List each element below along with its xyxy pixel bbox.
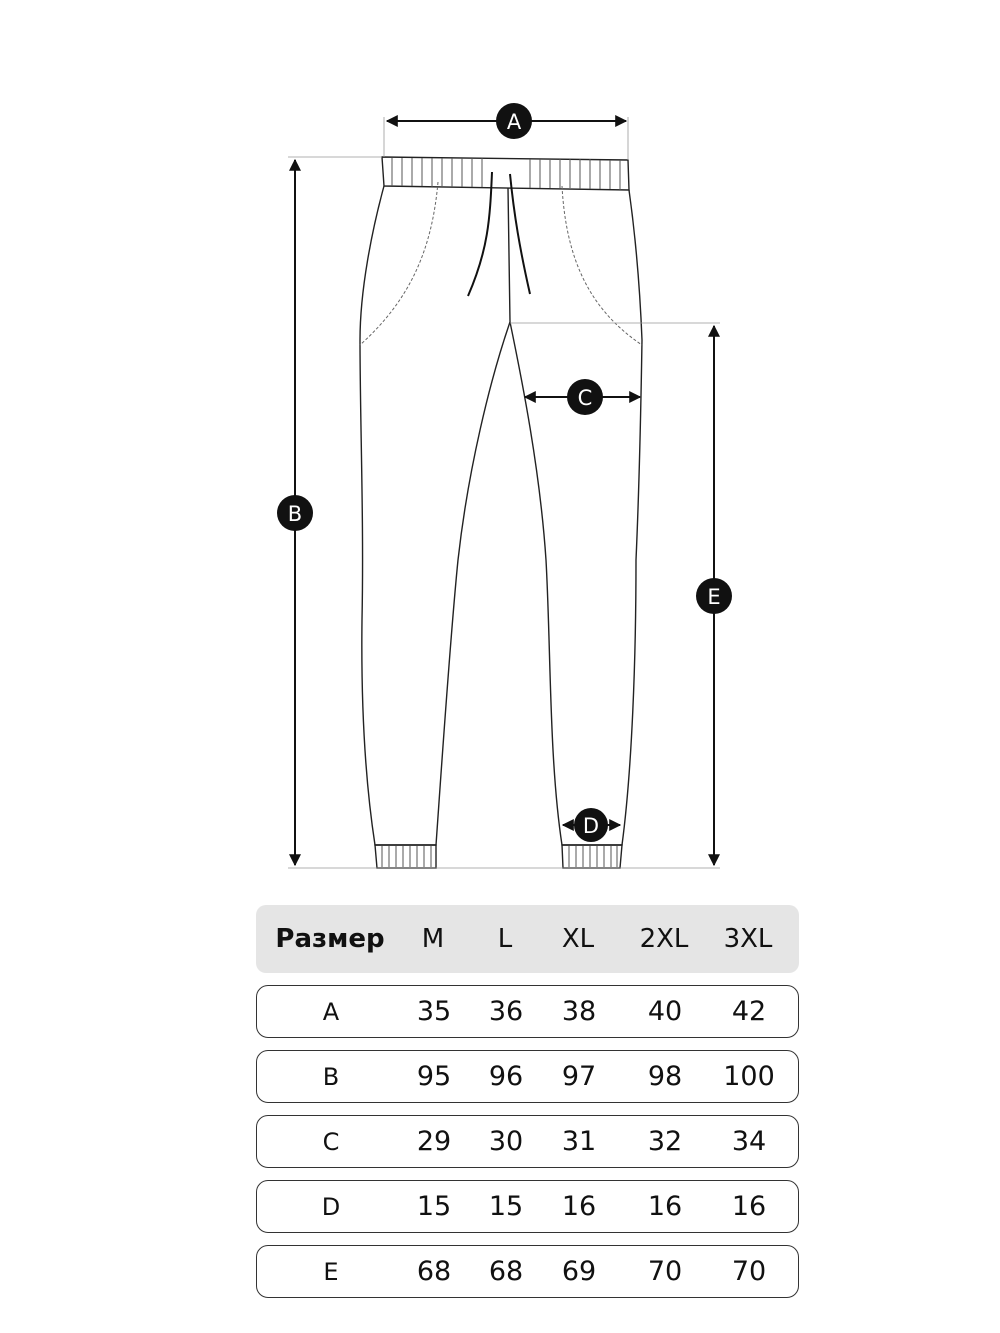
table-cell: 15 (488, 1191, 524, 1222)
guide-lines (288, 117, 720, 868)
dimension-lines (295, 121, 714, 865)
table-cell: 70 (647, 1256, 683, 1287)
drawstring-left (468, 172, 492, 296)
header-size-xl: XL (561, 924, 595, 954)
size-table (256, 905, 799, 1298)
table-cell: 40 (647, 996, 683, 1027)
badge-a (496, 103, 532, 139)
badge-e (696, 578, 732, 614)
table-cell: 98 (647, 1061, 683, 1092)
table-cell: 16 (731, 1191, 767, 1222)
table-cell: 16 (647, 1191, 683, 1222)
row-label: E (323, 1257, 339, 1286)
table-cell: 68 (416, 1256, 452, 1287)
table-row-c (256, 1115, 799, 1168)
row-label: A (322, 997, 340, 1026)
right-leg (510, 190, 642, 845)
row-label: B (322, 1062, 340, 1091)
size-table-header (256, 905, 799, 973)
left-leg (360, 186, 510, 845)
badge-c (567, 379, 603, 415)
table-cell: 95 (416, 1061, 452, 1092)
badge-b-label: B (287, 502, 303, 526)
header-size-2xl: 2XL (639, 924, 689, 954)
badge-a-label: A (506, 110, 522, 134)
badge-b (277, 495, 313, 531)
table-cell: 69 (561, 1256, 597, 1287)
right-cuff (562, 845, 622, 868)
badge-d (574, 808, 608, 842)
table-cell: 15 (416, 1191, 452, 1222)
left-cuff (375, 845, 436, 868)
table-cell: 29 (416, 1126, 452, 1157)
table-cell: 100 (723, 1061, 775, 1092)
drawstring-right (510, 174, 530, 294)
table-row-d (256, 1180, 799, 1233)
pants-outline (360, 157, 642, 868)
waistband (382, 157, 629, 190)
cuff-ribbing (382, 846, 617, 867)
header-size-l: L (497, 924, 513, 954)
table-row-a (256, 985, 799, 1038)
row-label: C (322, 1127, 340, 1156)
table-cell: 34 (731, 1126, 767, 1157)
table-cell: 36 (488, 996, 524, 1027)
table-cell: 31 (561, 1126, 597, 1157)
table-cell: 97 (561, 1061, 597, 1092)
table-cell: 42 (731, 996, 767, 1027)
badge-c-label: C (577, 386, 593, 410)
table-row-e (256, 1245, 799, 1298)
table-cell: 16 (561, 1191, 597, 1222)
pocket-right (562, 186, 642, 345)
table-cell: 32 (647, 1126, 683, 1157)
badge-d-label: D (582, 814, 600, 838)
badge-e-label: E (707, 585, 721, 609)
table-cell: 38 (561, 996, 597, 1027)
table-cell: 30 (488, 1126, 524, 1157)
table-cell: 96 (488, 1061, 524, 1092)
table-cell: 68 (488, 1256, 524, 1287)
header-size-label: Размер (275, 924, 385, 954)
header-size-3xl: 3XL (723, 924, 773, 954)
row-label: D (321, 1192, 341, 1221)
header-size-m: M (421, 924, 445, 954)
pocket-left (360, 182, 438, 345)
waistband-ribbing (392, 158, 620, 190)
table-cell: 35 (416, 996, 452, 1027)
table-cell: 70 (731, 1256, 767, 1287)
table-row-b (256, 1050, 799, 1103)
